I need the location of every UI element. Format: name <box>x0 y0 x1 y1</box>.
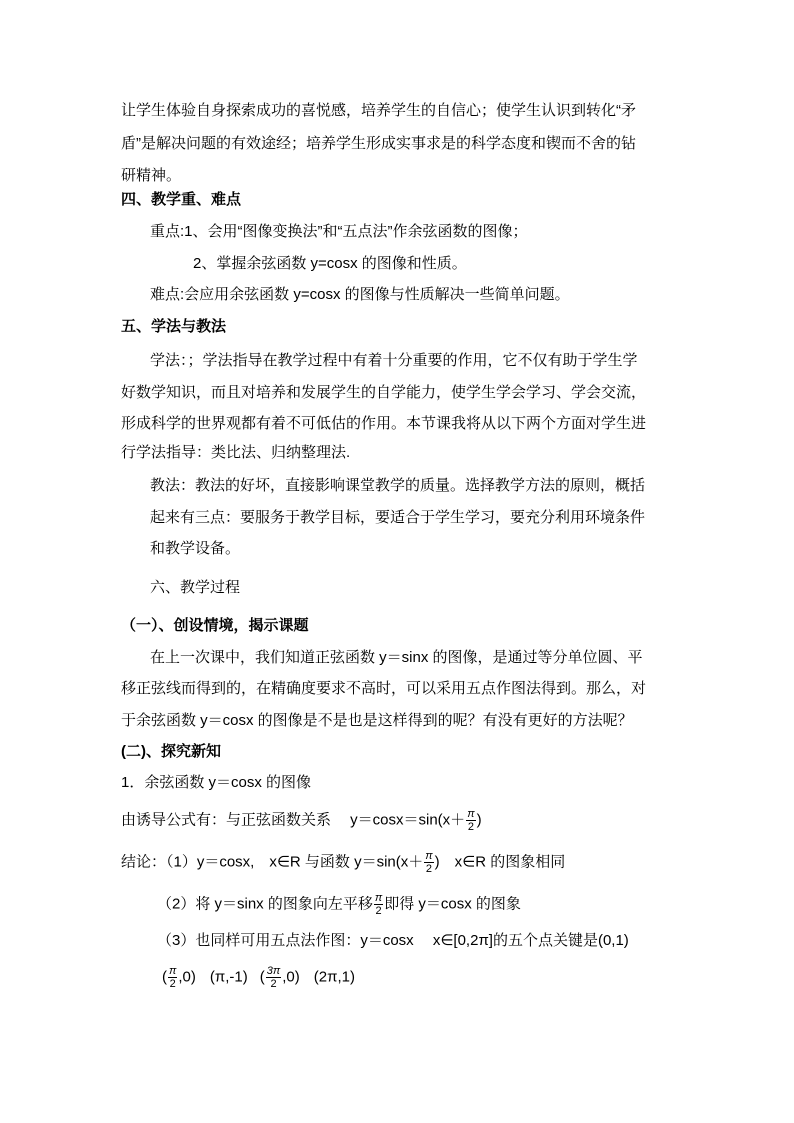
formula-text: 即得 y＝cosx 的图象 <box>384 895 521 913</box>
paragraph-line: 研精神。 <box>121 167 182 184</box>
point-text: ( <box>162 968 167 986</box>
induction-formula <box>121 808 482 833</box>
paragraph-line: 移正弦线而得到的，在精确度要求不高时，可以采用五点作图法得到。那么，对 <box>121 680 647 697</box>
formula-text: （2）将 y＝sinx 的图象向左平移 <box>157 895 373 913</box>
fraction-pi-over-2 <box>168 965 177 990</box>
subsection-title-2: (二)、探究新知 <box>121 743 221 760</box>
difficult-point: 难点:会应用余弦函数 y=cosx 的图像与性质解决一些简单问题。 <box>150 286 570 303</box>
fraction-numerator: π <box>425 850 433 862</box>
conclusion-2 <box>157 892 521 917</box>
fraction-pi-over-2 <box>466 808 475 833</box>
paragraph-line: 行学法指导：类比法、归纳整理法. <box>121 444 351 461</box>
fraction-numerator: π <box>374 892 383 904</box>
key-point-2: 2、掌握余弦函数 y=cosx 的图像和性质。 <box>193 255 467 272</box>
paragraph-line: 于余弦函数 y＝cosx 的图像是不是也是这样得到的呢？有没有更好的方法呢？ <box>121 712 633 729</box>
fraction-pi-over-2 <box>374 892 383 917</box>
paragraph-line: 形成科学的世界观都有着不可低估的作用。本节课我将从以下两个方面对学生进 <box>121 415 647 432</box>
paragraph-line: 好数学知识，而且对培养和发展学生的自学能力，使学生学会学习、学会交流， <box>121 384 647 401</box>
conclusion-3: （3）也同样可用五点法作图：y＝cosx x∈[0,2π]的五个点关键是(0,1) <box>157 932 629 949</box>
fraction-denominator: 2 <box>425 863 433 875</box>
paragraph-line: 起来有三点：要服务于教学目标，要适合于学生学习，要充分利用环境条件 <box>150 509 646 526</box>
paragraph-line: 让学生体验自身探索成功的喜悦感，培养学生的自信心；使学生认识到转化“矛 <box>121 102 636 119</box>
section-heading-5: 五、学法与教法 <box>121 318 227 335</box>
fraction-numerator: π <box>169 965 177 977</box>
five-key-points <box>162 965 355 990</box>
point-text: ,0) <box>178 968 196 986</box>
formula-text: 结论：（1）y＝cosx, x∈R 与函数 y＝sin(x＋ <box>121 853 424 871</box>
point-text: ,0) <box>282 968 300 986</box>
fraction-numerator: π <box>467 808 475 820</box>
formula-text: ) x∈R 的图象相同 <box>434 853 566 871</box>
fraction-pi-over-2 <box>424 850 433 875</box>
fraction-3pi-over-2 <box>266 965 282 990</box>
section-heading-4: 四、教学重、难点 <box>121 191 242 208</box>
item-heading: 1．余弦函数 y＝cosx 的图像 <box>121 774 312 791</box>
formula-text: ) <box>476 811 482 829</box>
paragraph-line: 学法：；学法指导在教学过程中有着十分重要的作用，它不仅有助于学生学 <box>150 352 638 369</box>
formula-text: 由诱导公式有：与正弦函数关系 y＝cosx＝sin(x＋ <box>121 811 466 829</box>
fraction-numerator: 3π <box>266 965 281 977</box>
point-text: ( <box>259 968 265 986</box>
section-heading-6: 六、教学过程 <box>150 579 241 596</box>
subsection-title-1: （一）、创设情境，揭示课题 <box>121 617 309 634</box>
fraction-denominator: 2 <box>375 905 382 917</box>
key-point-1: 重点:1、会用“图像变换法”和“五点法”作余弦函数的图像； <box>150 223 528 240</box>
paragraph-line: 在上一次课中，我们知道正弦函数 y＝sinx 的图像，是通过等分单位圆、平 <box>150 649 643 666</box>
fraction-denominator: 2 <box>467 821 474 833</box>
fraction-denominator: 2 <box>270 978 277 990</box>
paragraph-line: 和教学设备。 <box>150 540 241 557</box>
fraction-denominator: 2 <box>169 978 176 990</box>
paragraph-line: 盾”是解决问题的有效途经；培养学生形成实事求是的科学态度和锲而不舍的钻 <box>121 135 636 152</box>
point-text: (2π,1) <box>313 968 355 986</box>
conclusion-1 <box>121 850 565 875</box>
paragraph-line: 教法：教法的好坏，直接影响课堂教学的质量。选择教学方法的原则，概括 <box>150 477 646 494</box>
point-text: (π,-1) <box>209 968 248 986</box>
